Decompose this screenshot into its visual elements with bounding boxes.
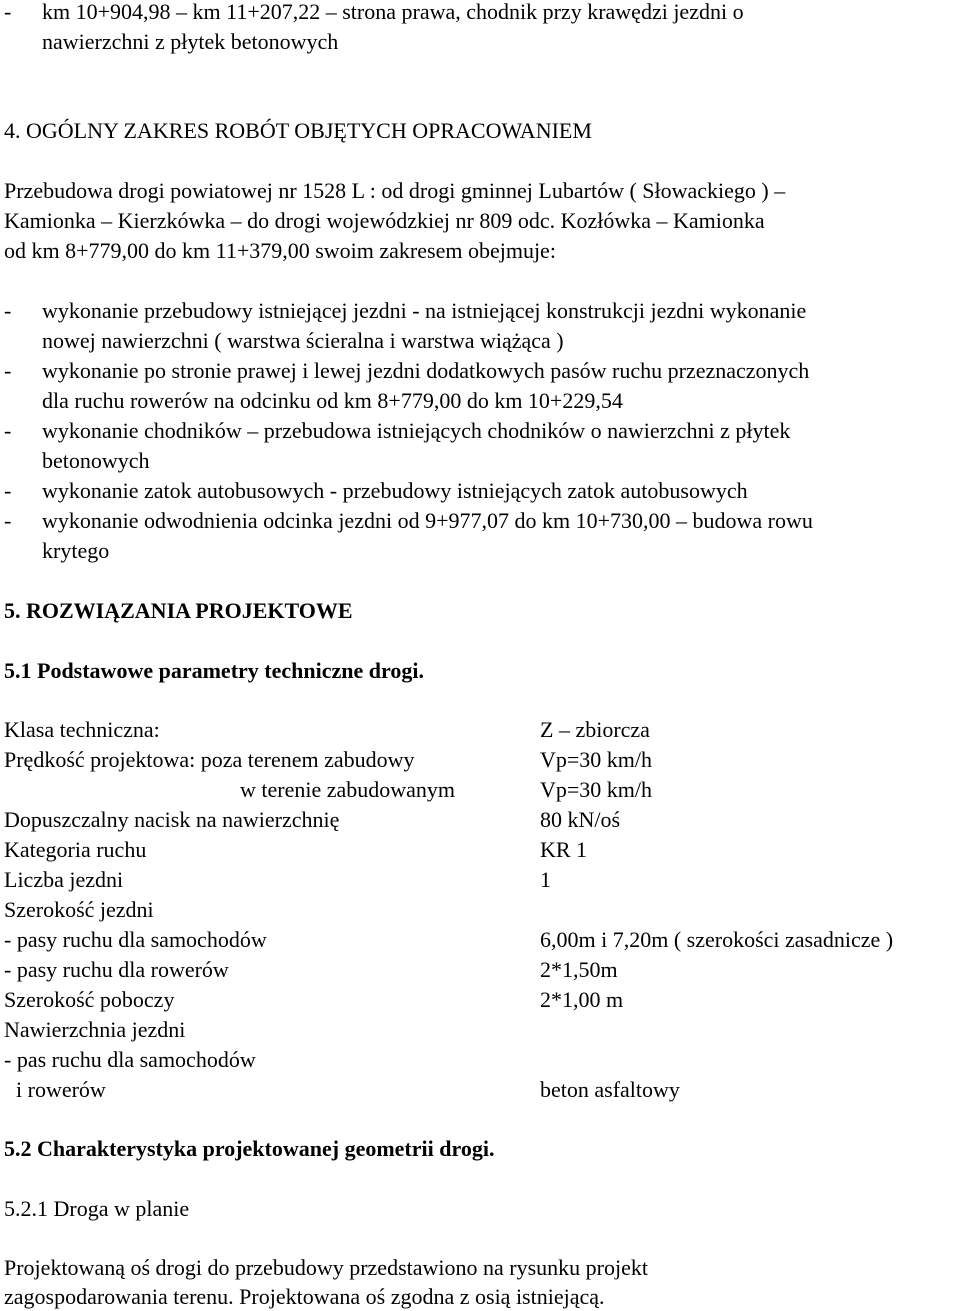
param-value: Vp=30 km/h (540, 747, 653, 772)
list-dash: - (4, 0, 12, 24)
list-text: wykonanie zatok autobusowych - przebudowy istniejących zatok autobusowych (42, 478, 748, 503)
paragraph-line: Przebudowa drogi powiatowej nr 1528 L : od drogi gminnej Lubartów ( Słowackiego ) – (4, 178, 786, 203)
param-value: KR 1 (540, 837, 588, 862)
param-value: 2*1,50m (540, 957, 618, 982)
list-text: nawierzchni z płytek betonowych (42, 29, 339, 54)
list-dash: - (4, 508, 12, 533)
param-value: 2*1,00 m (540, 987, 624, 1012)
param-label: w terenie zabudowanym (240, 777, 456, 802)
param-value: beton asfaltowy (540, 1077, 680, 1102)
param-value: 1 (540, 867, 551, 892)
list-dash: - (4, 298, 12, 323)
paragraph-line: Kamionka – Kierzkówka – do drogi wojewódzkiej nr 809 odc. Kozłówka – Kamionka (4, 208, 765, 233)
subsection-heading: 5.1 Podstawowe parametry techniczne drogi. (4, 658, 424, 683)
param-value: 80 kN/oś (540, 807, 621, 832)
section-heading: 5. ROZWIĄZANIA PROJEKTOWE (4, 598, 353, 623)
list-text: nowej nawierzchni ( warstwa ścieralna i warstwa wiążąca ) (42, 328, 564, 353)
paragraph-line: Projektowaną oś drogi do przebudowy przedstawiono na rysunku projekt (4, 1255, 648, 1280)
param-label: Klasa techniczna: (4, 717, 160, 742)
param-label: i rowerów (16, 1077, 106, 1102)
param-label: - pas ruchu dla samochodów (4, 1047, 256, 1072)
list-text: wykonanie przebudowy istniejącej jezdni - na istniejącej konstrukcji jezdni wykonanie (42, 298, 807, 323)
list-dash: - (4, 478, 12, 503)
param-label: Kategoria ruchu (4, 837, 147, 862)
param-label: Prędkość projektowa: poza terenem zabudowy (4, 747, 415, 772)
list-text: wykonanie po stronie prawej i lewej jezdni dodatkowych pasów ruchu przeznaczonych (42, 358, 810, 383)
param-label: - pasy ruchu dla samochodów (4, 927, 267, 952)
param-value: Vp=30 km/h (540, 777, 653, 802)
param-label: - pasy ruchu dla rowerów (4, 957, 229, 982)
param-label: Liczba jezdni (4, 867, 124, 892)
param-label: Szerokość poboczy (4, 987, 175, 1012)
subsection-heading: 5.2 Charakterystyka projektowanej geometrii drogi. (4, 1136, 495, 1161)
list-text: krytego (42, 538, 110, 563)
list-dash: - (4, 418, 12, 443)
param-value: 6,00m i 7,20m ( szerokości zasadnicze ) (540, 927, 894, 952)
list-text: wykonanie odwodnienia odcinka jezdni od 9+977,07 do km 10+730,00 – budowa rowu (42, 508, 813, 533)
param-label: Dopuszczalny nacisk na nawierzchnię (4, 807, 340, 832)
param-label: Nawierzchnia jezdni (4, 1017, 186, 1042)
list-text: betonowych (42, 448, 150, 473)
list-text: dla ruchu rowerów na odcinku od km 8+779,00 do km 10+229,54 (42, 388, 623, 413)
paragraph-line: od km 8+779,00 do km 11+379,00 swoim zakresem obejmuje: (4, 238, 556, 263)
section-heading: 4. OGÓLNY ZAKRES ROBÓT OBJĘTYCH OPRACOWANIEM (4, 118, 592, 143)
list-text: km 10+904,98 – km 11+207,22 – strona prawa, chodnik przy krawędzi jezdni o (42, 0, 744, 24)
list-dash: - (4, 358, 12, 383)
paragraph-line: zagospodarowania terenu. Projektowana oś zgodna z osią istniejącą. (4, 1284, 605, 1309)
subsubsection-heading: 5.2.1 Droga w planie (4, 1196, 190, 1221)
param-value: Z – zbiorcza (540, 717, 650, 742)
list-text: wykonanie chodników – przebudowa istniejących chodników o nawierzchni z płytek (42, 418, 791, 443)
param-label: Szerokość jezdni (4, 897, 154, 922)
